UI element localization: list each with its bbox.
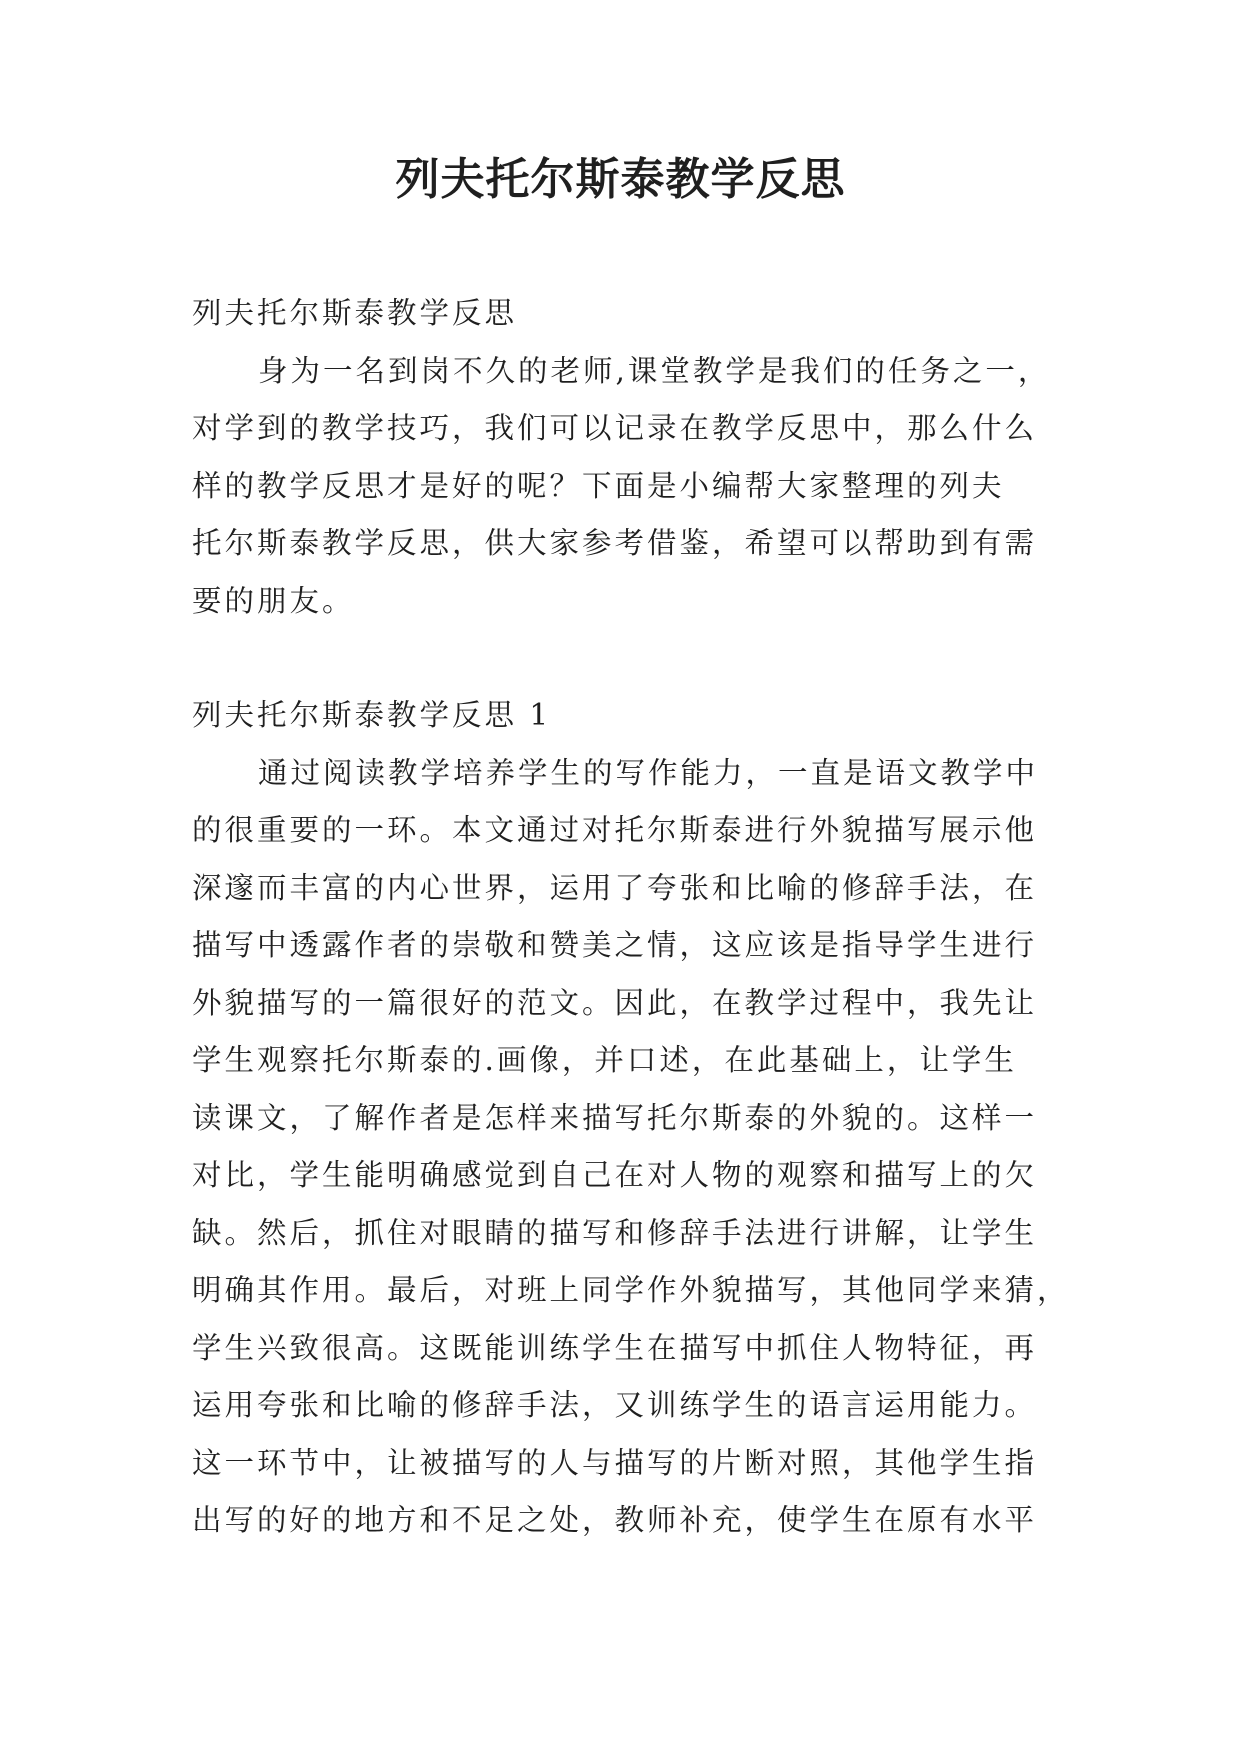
- intro-line: 身为一名到岗不久的老师,课堂教学是我们的任务之一，: [258, 353, 1051, 388]
- intro-line: 托尔斯泰教学反思，供大家参考借鉴，希望可以帮助到有需: [192, 526, 1038, 560]
- body-line: 出写的好的地方和不足之处，教师补充，使学生在原有水平: [192, 1503, 1038, 1537]
- intro-line: 样的教学反思才是好的呢？下面是小编帮大家整理的列夫: [192, 468, 1005, 503]
- body-line: 描写中透露作者的崇敬和赞美之情，这应该是指导学生进行: [192, 928, 1038, 962]
- section-heading: 列夫托尔斯泰教学反思: [192, 296, 518, 330]
- body-line: 对比，学生能明确感觉到自己在对人物的观察和描写上的欠: [192, 1158, 1038, 1192]
- body-line: 学生兴致很高。这既能训练学生在描写中抓住人物特征，再: [192, 1330, 1038, 1365]
- document-body: [192, 285, 1070, 1550]
- body-line: 外貌描写的一篇很好的范文。因此，在教学过程中，我先让: [192, 985, 1038, 1020]
- intro-line: 要的朋友。: [192, 583, 355, 618]
- body-line: 学生观察托尔斯泰的.画像，并口述，在此基础上，让学生: [192, 1043, 1017, 1077]
- body-line: 深邃而丰富的内心世界，运用了夸张和比喻的修辞手法，在: [192, 870, 1038, 905]
- section-heading-1: 列夫托尔斯泰教学反思 1: [192, 698, 552, 732]
- body-line: 通过阅读教学培养学生的写作能力，一直是语文教学中: [258, 755, 1039, 790]
- body-line: 缺。然后，抓住对眼睛的描写和修辞手法进行讲解，让学生: [192, 1215, 1038, 1250]
- body-line: 明确其作用。最后，对班上同学作外貌描写，其他同学来猜，: [192, 1273, 1070, 1307]
- body-line: 读课文，了解作者是怎样来描写托尔斯泰的外貌的。这样一: [192, 1100, 1038, 1135]
- body-line: 这一环节中，让被描写的人与描写的片断对照，其他学生指: [192, 1445, 1038, 1480]
- body-line: 的很重要的一环。本文通过对托尔斯泰进行外貌描写展示他: [192, 813, 1038, 847]
- intro-line: 对学到的教学技巧，我们可以记录在教学反思中，那么什么: [192, 411, 1038, 445]
- paragraph-gap: [192, 630, 1062, 687]
- body-line: 运用夸张和比喻的修辞手法，又训练学生的语言运用能力。: [192, 1388, 1038, 1422]
- document-title: 列夫托尔斯泰教学反思: [395, 154, 846, 205]
